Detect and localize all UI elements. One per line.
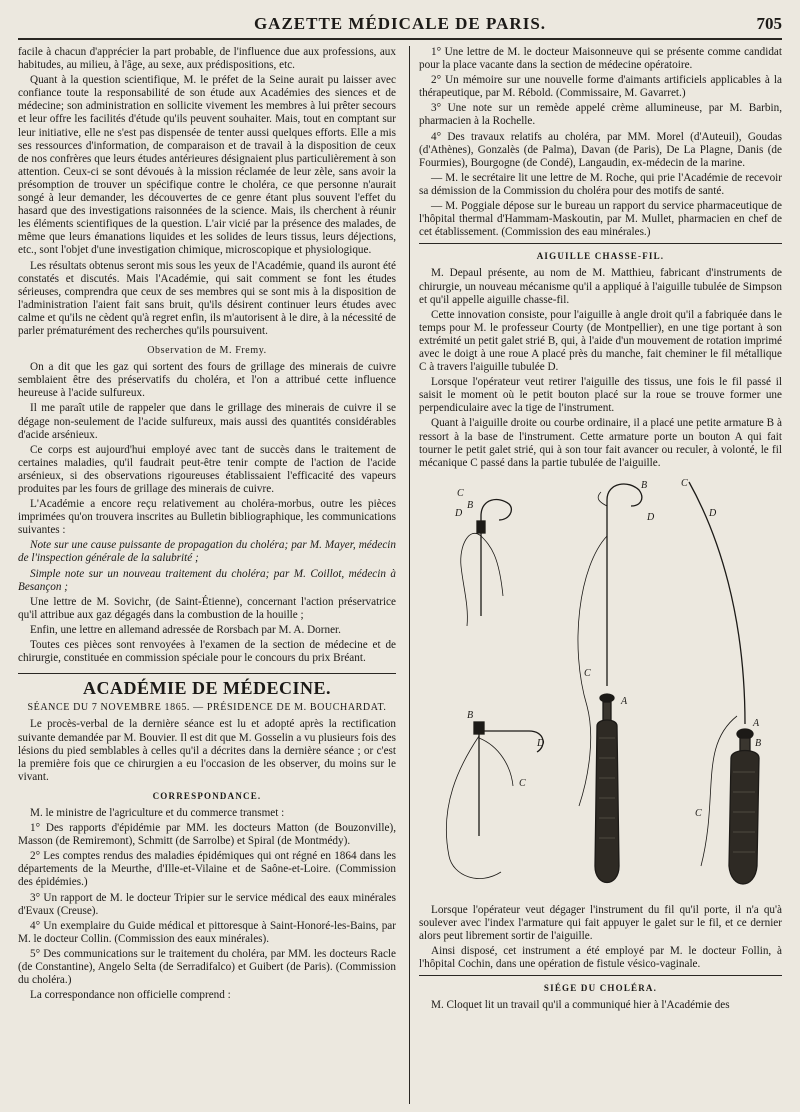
paragraph: Quant à la question scientifique, M. le préfet de la Seine aurait pu laisser avec confiance toute la responsabilité de son étude aux Académies des siences et de médecine; son administration en sollicite vivement les membres à lui prêter secours et leur offre les facilités d'étude qu'ils peuvent souhaiter. Mais, tout en comptant sur leur initiative, elle ne s'est pas dispensée de tenter aussi quelques efforts. Elle a mis ses ressources d'information, de comparaison et de travail à la disposition de ceux de nos confrères que leurs études antérieures désignaient plus particulièrement à son attention. Ceux-ci se sont dévoués à la mission réclamée de leur zèle, sans avoir la présomption de trouver un spécifique contre le choléra, ce que personne n'aurait songé à leur demander, les découvertes de ce genre étant plus souvent l'effet du hasard que des investigations raisonnées de la science. Mais, ils cherchent à réunir les éléments scientifiques de la question. L'air vicié par la présence des malades, de même que leurs émanations liquides et les solides de leurs tissus, leurs déjections, etc., sont l'objet d'une investigation chimique, microscopique et physiologique. bbox=[18, 74, 396, 257]
paragraph: 4° Un exemplaire du Guide médical et pittoresque à Saint-Honoré-les-Bains, par M. le docteur Collin. (Commission des eaux minérales). bbox=[18, 919, 396, 945]
paragraph: — M. le secrétaire lit une lettre de M. Roche, qui prie l'Académie de recevoir sa démission de la Commission du choléra pour des motifs de santé. bbox=[419, 171, 782, 197]
section-heading: CORRESPONDANCE. bbox=[152, 790, 262, 801]
paragraph: Enfin, une lettre en allemand adressée de Rorsbach par M. A. Dorner. bbox=[30, 623, 341, 636]
curved-needle-drawing bbox=[461, 499, 512, 625]
fig-label-c: C bbox=[695, 807, 702, 819]
fig-label-d: D bbox=[647, 511, 655, 523]
handled-needle-drawing bbox=[578, 484, 642, 882]
column-divider bbox=[409, 46, 410, 1104]
right-angle-needle-drawing bbox=[446, 722, 543, 879]
fig-label-c: C bbox=[457, 487, 464, 499]
left-column bbox=[18, 46, 396, 1104]
fig-label-b: B bbox=[641, 479, 648, 491]
separator bbox=[419, 975, 782, 976]
section-heading: AIGUILLE CHASSE-FIL. bbox=[536, 251, 665, 262]
paragraph: M. le ministre de l'agriculture et du commerce transmet : bbox=[30, 806, 285, 819]
paragraph: Les résultats obtenus seront mis sous les yeux de l'Académie, quand ils auront été constatés et discutés. Mais l'Académie, qui sait comment se font les études sérieuses, comprendra que ceux de ses membres qui se sont mis à la disposition de l'administration l'aient fait sans bruit, qu'ils désirent continuer leurs études avec calme et qu'ils ne cèdent qu'à regret enfin, ils m'autorisent à le dire, à la nécessité de parler prématurément des recherches qu'ils poursuivent. bbox=[18, 259, 396, 337]
paragraph: Cette innovation consiste, pour l'aiguille à angle droit qu'il a fabriquée dans le temps pour M. le professeur Courty (de Montpellier), en une tige portant à son extrémité un petit galet strié B, qui, à l'aide d'un mouvement de rotation imprimé avec le doigt à une roue A placé près du manche, fait cheminer le fil métallique C à travers l'aiguille tubulée D. bbox=[419, 308, 782, 374]
paragraph: 2° Un mémoire sur une nouvelle forme d'aimants artificiels applicables à la thérapeutique, par M. Rébold. (Commissaire, M. Gavarret.) bbox=[419, 74, 782, 100]
paragraph: Simple note sur un nouveau traitement du choléra; par M. Coillot, médecin à Besançon ; bbox=[18, 567, 396, 593]
paragraph: Quant à l'aiguille droite ou courbe ordinaire, il a placé une petite armature B à ressort à la base de l'instrument. Cette armature porte un bouton A qui fait tourner le petit galet strié, qui à son tour fait avancer ou reculer, à volonté, le fil mécanique C passé dans la partie tubulée de l'aiguille. bbox=[419, 417, 782, 469]
paragraph: — M. Poggiale dépose sur le bureau un rapport du service pharmaceutique de l'hôpital thermal d'Hammam-Maskoutin, par M. Mullet, pharmacien en chef de cet établissement. (Commission des eau minérales.) bbox=[419, 200, 782, 239]
fig-label-b: B bbox=[755, 737, 762, 749]
paragraph: Ce corps est aujourd'hui employé avec tant de succès dans le traitement de certaines maladies, qu'il faudrait peut-être tenir compte de l'action de l'acide arsénieux, si des observations rigoureuses établissaient l'efficacité des vapeurs produites par les fours de grillage des minerais de cuivre. bbox=[18, 443, 396, 495]
fig-label-c: C bbox=[681, 477, 688, 489]
section-heading: Observation de M. Fremy. bbox=[147, 345, 267, 357]
paragraph: 4° Des travaux relatifs au choléra, par MM. Morel (d'Auteuil), Goudas (d'Athènes), Gonzalès (de Palma), Davan (de Paris), De La Plagne, Danis (de Fourmies), Bourgogne (de Condé), Langaudin, ex-médecin de la marine. bbox=[419, 130, 782, 169]
paragraph: 3° Une note sur un remède appelé crème allumineuse, par M. Barbin, pharmacien à la Rochelle. bbox=[419, 102, 782, 128]
fig-label-b: B bbox=[467, 709, 474, 721]
paragraph: L'Académie a encore reçu relativement au choléra-morbus, outre les pièces imprimées qu'on trouvera inscrites au Bulletin bibliographique, les communications suivantes : bbox=[18, 498, 396, 537]
paragraph: La correspondance non officielle comprend : bbox=[30, 989, 231, 1002]
paragraph: Lorsque l'opérateur veut dégager l'instrument du fil qu'il porte, il n'a qu'à soulever avec l'index l'armature qui fait appuyer le galet sur le fil, et ce dernier alors peut librement sortir de l'aiguille. bbox=[419, 903, 782, 942]
long-curved-needle-drawing bbox=[689, 482, 762, 884]
fig-label-c: C bbox=[584, 667, 591, 679]
fig-label-d: D bbox=[455, 507, 463, 519]
paragraph: 1° Des rapports d'épidémie par MM. les docteurs Matton (de Bouzonville), Masson (de Remiremont), Schmitt (de Sarrolbe) et Spiral (de Montmédy). bbox=[18, 822, 396, 848]
fig-label-c: C bbox=[519, 777, 526, 789]
right-column bbox=[419, 46, 782, 1104]
journal-title: GAZETTE MÉDICALE DE PARIS. bbox=[253, 14, 547, 33]
fig-label-d: D bbox=[537, 737, 545, 749]
separator bbox=[419, 243, 782, 244]
fig-label-a: A bbox=[753, 717, 760, 729]
fig-label-b: B bbox=[467, 499, 474, 511]
paragraph: Une lettre de M. Sovichr, (de Saint-Étienne), concernant l'action préservatrice qu'il attribue aux gaz dégagés dans la combustion de la houille ; bbox=[18, 595, 396, 621]
paragraph: 2° Les comptes rendus des maladies épidémiques qui ont régné en 1864 dans les départements de la Meurthe, d'Ille-et-Vilaine et de Saône-et-Loire. (Commission des épidémies.) bbox=[18, 850, 396, 889]
paragraph: 3° Un rapport de M. le docteur Tripier sur le service médical des eaux minérales d'Evaux (Creuse). bbox=[18, 891, 396, 917]
paragraph: On a dit que les gaz qui sortent des fours de grillage des minerais de cuivre semblaient être des préservatifs du choléra, et l'on a attribué cette influence heureuse à l'acide sulfureux. bbox=[18, 361, 396, 400]
paragraph: 5° Des communications sur le traitement du choléra, par MM. les docteurs Racle (de Constantine), Angelo Selta (de Serradifalco) et Guibert (de Paris). (Commission du choléra.) bbox=[18, 947, 396, 987]
needle-drawings bbox=[419, 476, 782, 896]
session-line: SÉANCE DU 7 NOVEMBRE 1865. — PRÉSIDENCE DE M. BOUCHARDAT. bbox=[27, 702, 387, 714]
instrument-illustration bbox=[419, 476, 782, 896]
paragraph: M. Cloquet lit un travail qu'il a communiqué hier à l'Académie des bbox=[431, 999, 730, 1012]
academy-title: ACADÉMIE DE MÉDECINE. bbox=[18, 673, 396, 695]
paragraph: M. Depaul présente, au nom de M. Matthieu, fabricant d'instruments de chirurgie, un nouveau mécanisme qu'il a appliqué à l'aiguille tubulée de Simpson et qu'il appelle aiguille chasse-fil. bbox=[419, 267, 782, 306]
paragraph: facile à chacun d'apprécier la part probable, de l'influence due aux professions, aux habitudes, au milieu, à l'âge, au sexe, aux prédispositions, etc. bbox=[18, 46, 396, 72]
paragraph: Le procès-verbal de la dernière séance est lu et adopté après la rectification suivante demandée par M. Bouvier. Il est dit que M. Gosselin a vu plusieurs fois des lésions du pied semblables à celles qu'il a décrites dans la dernière séance ; or c'est la première fois que ce chirurgien a eu l'occasion de les observer, du moins sur le vivant. bbox=[18, 718, 396, 783]
paragraph: 1° Une lettre de M. le docteur Maisonneuve qui se présente comme candidat pour la place vacante dans la section de médecine opératoire. bbox=[419, 46, 782, 72]
paragraph: Note sur une cause puissante de propagation du choléra; par M. Mayer, médecin de l'inspection générale de la salubrité ; bbox=[18, 539, 396, 565]
paragraph: Lorsque l'opérateur veut retirer l'aiguille des tissus, une fois le fil passé il saisit le moment où le petit bouton placé sur la roue se trouve former une perpendiculaire avec la tige de l'instrument. bbox=[419, 376, 782, 415]
section-heading: SIÉGE DU CHOLÉRA. bbox=[543, 983, 658, 994]
page-number: 705 bbox=[756, 14, 782, 33]
fig-label-d: D bbox=[709, 507, 717, 519]
paragraph: Toutes ces pièces sont renvoyées à l'examen de la section de médecine et de chirurgie, constituée en commission spéciale pour le concours du prix Bréant. bbox=[18, 639, 396, 665]
fig-label-a: A bbox=[621, 695, 628, 707]
page-header bbox=[18, 10, 782, 40]
paragraph: Il me paraît utile de rappeler que dans le grillage des minerais de cuivre il se dégage non-seulement de l'acide sulfureux, mais aussi des quantités considérables d'acide arsénieux. bbox=[18, 402, 396, 441]
paragraph: Ainsi disposé, cet instrument a été employé par M. le docteur Follin, à l'hôpital Cochin, dans une opération de fistule vésico-vaginale. bbox=[419, 945, 782, 971]
